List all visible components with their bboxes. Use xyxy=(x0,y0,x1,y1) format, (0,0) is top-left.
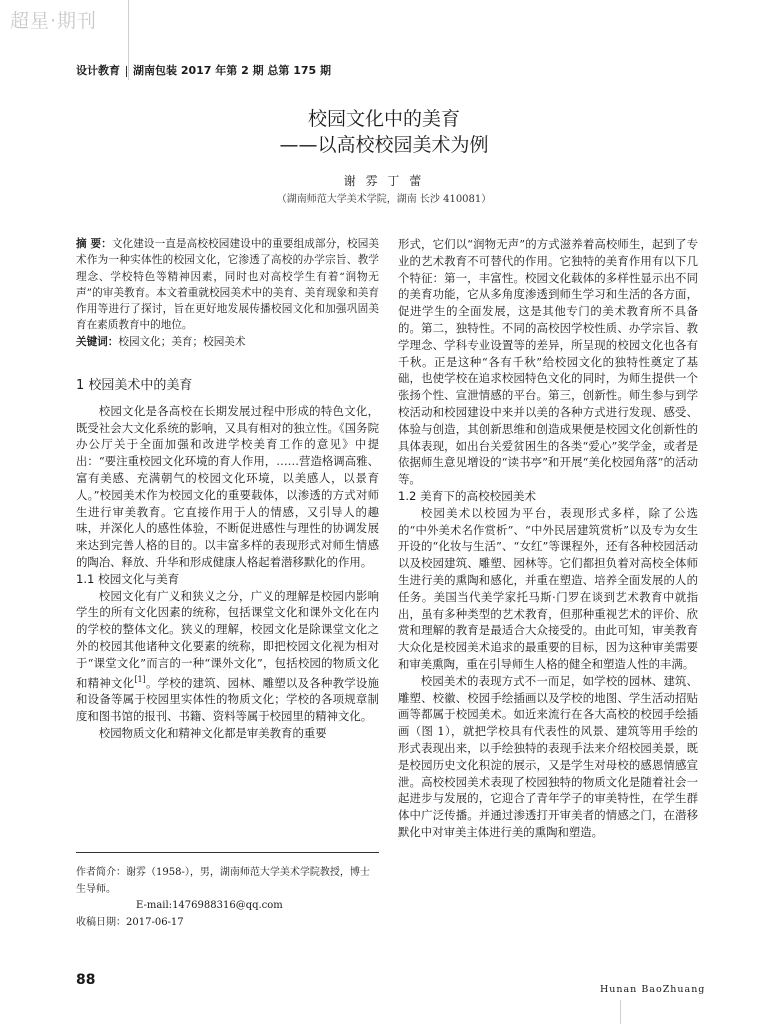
keywords-label: 关键词： xyxy=(76,335,119,348)
affiliation: （湖南师范大学美术学院，湖南 长沙 410081） xyxy=(276,194,492,205)
section-heading-1-2: 1.2 美育下的高校校园美术 xyxy=(398,488,537,503)
article-subtitle: ——以高校校园美术为例 xyxy=(279,134,489,156)
paragraph: 校园文化有广义和狭义之分，广义的理解是校园内影响学生的所有文化因素的统称，包括课堂文化和课外文化在内的学校的整体文化。狭义的理解，校园文化是除课堂文化之外的校园其他诸种文化要素的统称，即把校园文化视为相对于“课堂文化”而言的一种“课外文化”，包括校园的物质文化和精神文化[1]。学校的建筑、园林、雕塑以及各种教学设施和设备等属于校园里实体性的物质文化；学校的各项规章制度和图书馆的报刊、书籍、资料等属于校园里的精神文化。 xyxy=(76,588,379,724)
keywords-text: 校园文化；美育；校园美术 xyxy=(118,335,246,348)
paragraph: 校园美术的表现方式不一而足，如学校的园林、建筑、雕塑、校徽、校园手绘插画以及学校的地图、学生活动招贴画等都属于校园美术。如近来流行在各大高校的校园手绘插画（图 1），就把学校具有代表性的风景、建筑等用手绘的形式表现出来，以手绘独特的表现手法来介绍校园美景，既是校园历史文化积淀的展示，又是学生对母校的感恩情感宣泄。高校校园美术表现了校园独特的物质文化是随着社会一起进步与发展的，它迎合了青年学子的审美特性，在学生群体中广泛传播。并通过渗透打开审美者的情感之门，在潜移默化中对审美主体进行美的熏陶和塑造。 xyxy=(398,673,698,839)
author-email: E-mail:1476988316@qq.com xyxy=(136,900,283,911)
abstract-label: 摘 要： xyxy=(76,238,112,250)
section-heading-1-1: 1.1 校园文化与美育 xyxy=(76,571,180,586)
right-column xyxy=(398,236,698,841)
author-intro: 作者简介：谢雰（1958-），男，湖南师范大学美术学院教授，博士生导师。 xyxy=(76,867,370,895)
paragraph: 校园物质文化和精神文化都是审美教育的重要 xyxy=(98,725,327,740)
left-column xyxy=(76,236,379,742)
paragraph: 形式，它们以“润物无声”的方式滋养着高校师生，起到了专业的艺术教育不可替代的作用。它独特的美育作用有以下几个特征：第一，丰富性。校园文化载体的多样性显示出不同的美育功能，它从多角度渗透到师生学习和生活的各方面，促进学生的全面发展，这是其他专门的美术教育所不具备的。第二，独特性。不同的高校因学校性质、办学宗旨、教学理念、学科专业设置等的差异，所呈现的校园文化也各有千秋。正是这种“各有千秋”给校园文化的独特性奠定了基础，也使学校在追求校园特色文化的同时，为师生提供一个张扬个性、宣泄情感的平台。第三，创新性。师生参与到学校活动和校园建设中来并以美的各种方式进行发现、感受、体验与创造，其创新思维和创造成果便是校园文化创新性的具体表现，如出台关爱贫困生的各类“爱心”奖学金，或者是依据师生意见增设的“读书亭”和开展“美化校园角落”的活动等。 xyxy=(398,237,698,487)
brand-watermark: 超星·期刊 xyxy=(10,10,98,32)
authors: 谢 雰 丁 蕾 xyxy=(343,174,425,188)
article-title: 校园文化中的美育 xyxy=(307,108,460,130)
footnote xyxy=(76,852,379,931)
paragraph: 校园美术以校园为平台，表现形式多样，除了公选的“中外美术名作赏析”、“中外民居建筑赏析”以及专为女生开设的“化妆与生活”、“女红”等课程外，还有各种校园活动以及校园建筑、雕塑、园林等。它们都担负着对高校全体师生进行美的熏陶和感化，并重在塑造、培养全面发展的人的任务。美国当代美学家托马斯·门罗在谈到艺术教育中就指出，虽有多种类型的艺术教育，但那种重视艺术的评价、欣赏和理解的教育是最适合大众接受的。由此可知，审美教育大众化是校园美术追求的最重要的目标，因为这种审美需要和审美熏陶，重在引导师生人格的健全和塑造人性的丰满。 xyxy=(398,505,698,671)
abstract xyxy=(76,236,379,334)
keywords xyxy=(76,334,379,350)
header-separator xyxy=(126,66,127,77)
footer-divider xyxy=(620,1000,621,1024)
journal-info: 湖南包装 2017 年第 2 期 总第 175 期 xyxy=(133,64,332,77)
abstract-text: 文化建设一直是高校校园建设中的重要组成部分，校园美术作为一种实体性的校园文化，它渗透了高校的办学宗旨、教学理念、学校特色等精神因素，同时也对高校学生有着“润物无声”的审美教育。本文着重就校园美术中的美育、美育现象和美育作用等进行了探讨，旨在更好地发展传播校园文化和加强巩固美育在素质教育中的地位。 xyxy=(76,238,379,332)
citation-ref[interactable]: [1] xyxy=(134,674,146,684)
section-label: 设计教育 xyxy=(76,64,120,77)
publication-name: Hunan BaoZhuang xyxy=(600,984,706,995)
page-number: 88 xyxy=(76,972,96,988)
section-heading-1: 1 校园美术中的美育 xyxy=(76,378,193,394)
received-date: 收稿日期：2017-06-17 xyxy=(76,916,184,928)
running-header xyxy=(76,62,331,78)
paragraph: 校园文化是各高校在长期发展过程中形成的特色文化，既受社会大文化系统的影响，又具有相对的独立性。《国务院办公厅关于全面加强和改进学校美育工作的意见》中提出：“要注重校园文化环境的育人作用，……营造格调高雅、富有美感、充满朝气的校园文化环境，以美感人，以景育人。”校园美术作为校园文化的重要载体，以渗透的方式对师生进行审美教育。它直接作用于人的情感，又引导人的趣味，并深化人的感性体验，不断促进感性与理性的协调发展来达到完善人格的目的。以丰富多样的表现形式对师生情感的陶冶、释放、升华和形成健康人格起着潜移默化的作用。 xyxy=(76,403,379,570)
